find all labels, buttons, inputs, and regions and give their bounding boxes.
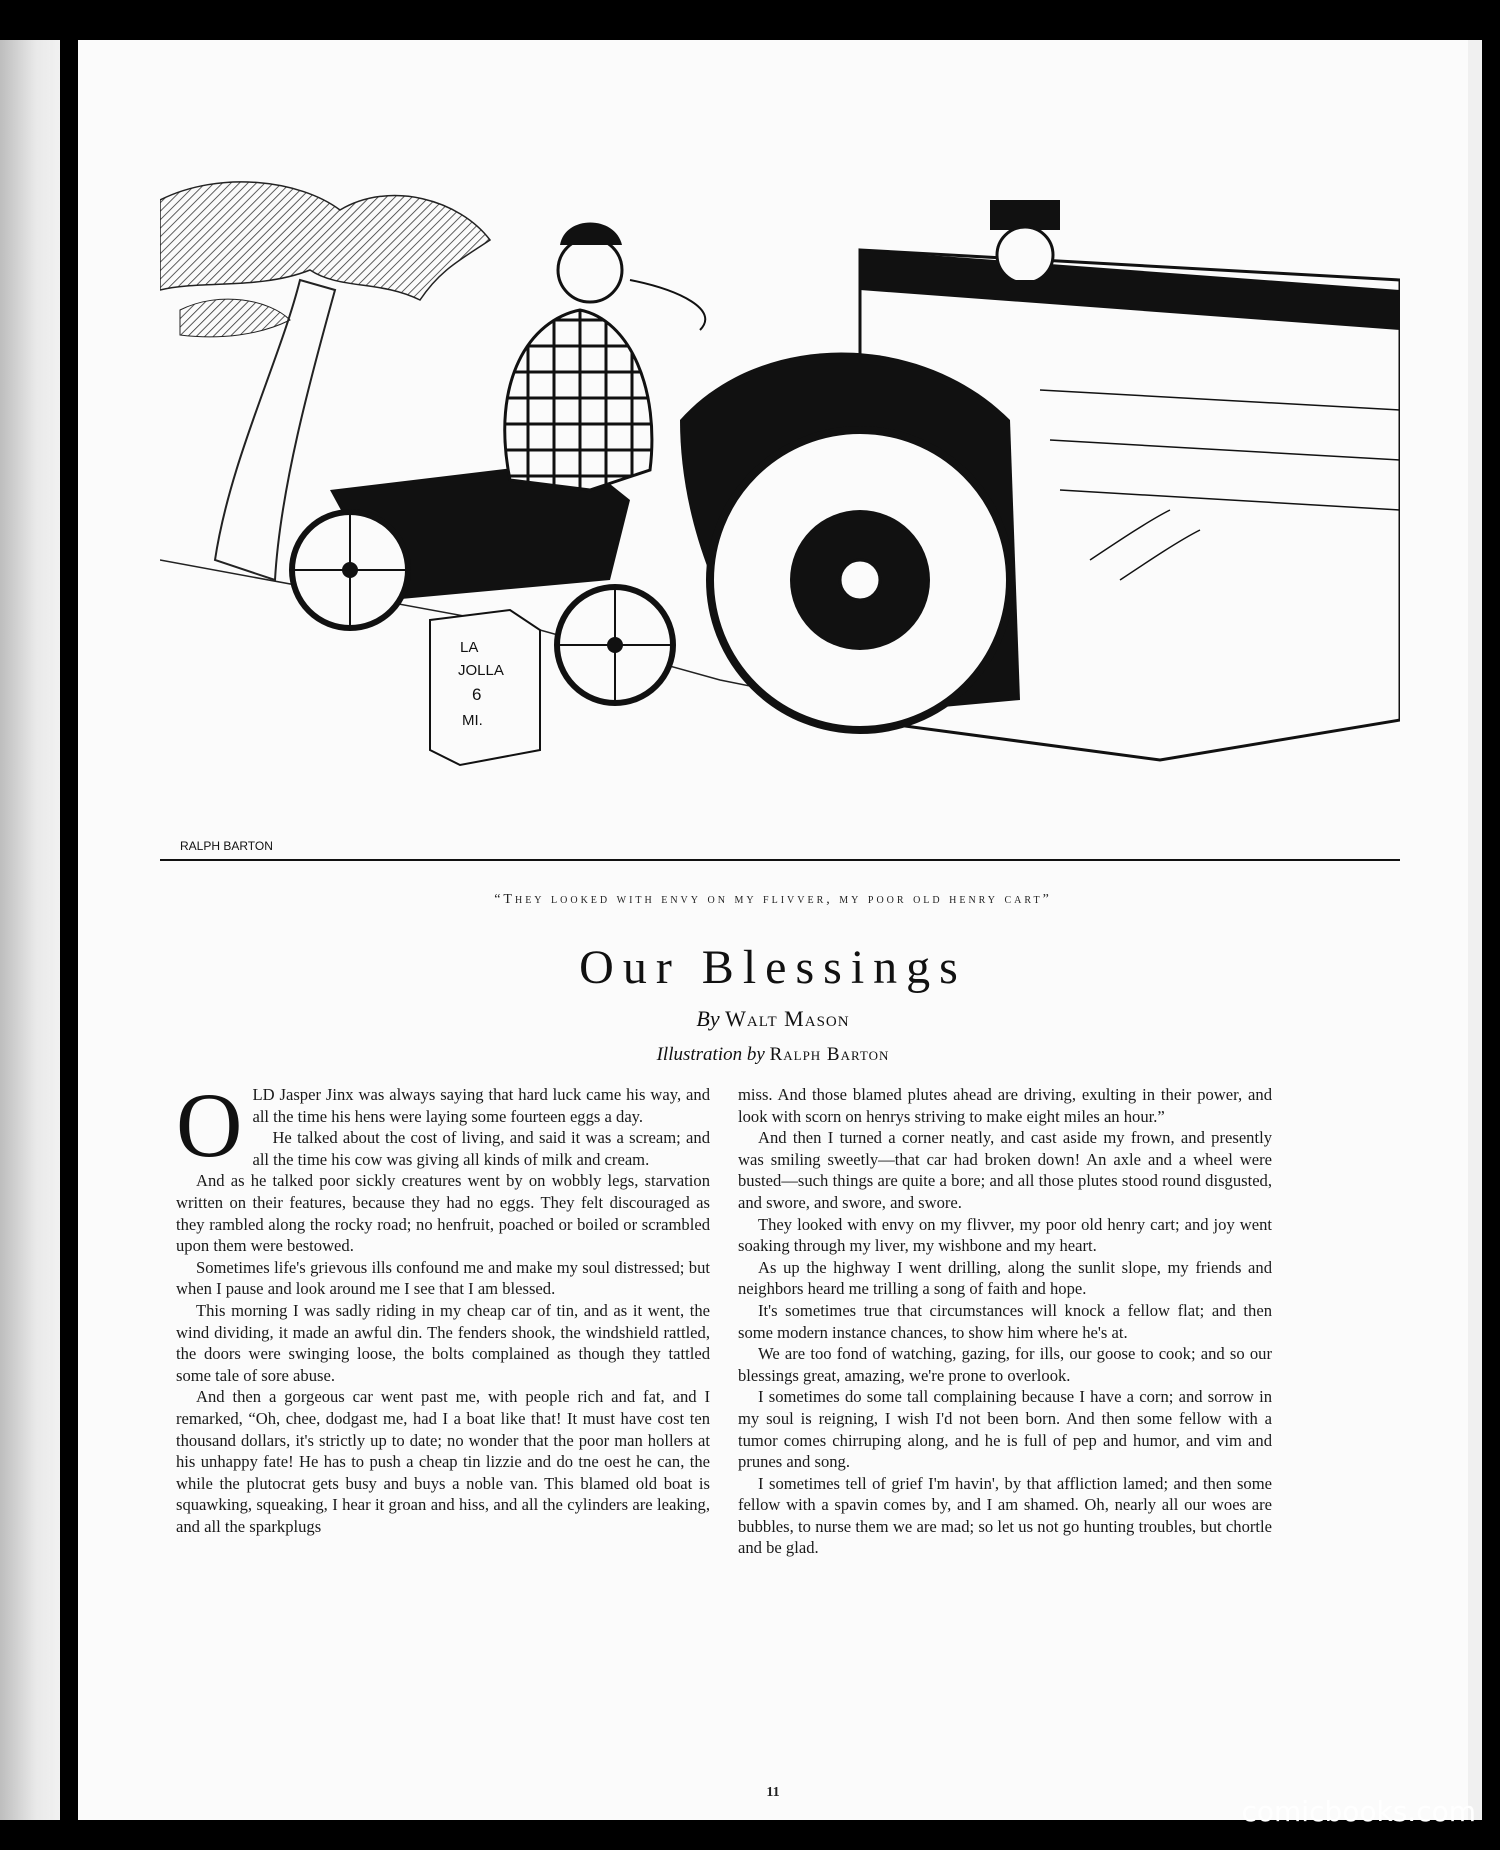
facing-page-edge — [0, 40, 60, 1820]
paragraph: This morning I was sadly riding in my cheap car of tin, and as it went, the wind dividing, it made an awful din. The fenders shook, the windshield rattled, the doors were swinging loose, the bolts complained as though they tattled some tale of sore abuse. — [176, 1300, 710, 1385]
sign-text-line4: MI. — [462, 712, 483, 729]
page-number: 11 — [766, 1785, 780, 1800]
sign-text-line2: JOLLA — [458, 662, 504, 679]
paragraph: It's sometimes true that circumstances will knock a fellow flat; and then some modern instance chances, to show him where he's at. — [738, 1300, 1272, 1342]
paragraph: And then a gorgeous car went past me, with people rich and fat, and I remarked, “Oh, chee, dodgast me, had I a boat like that! It must have cost ten thousand dollars, it's strictly up to date; no wonder that the poor man hollers at his unhappy fate! He has to push a cheap tin lizzie and do tne oest he can, the while the plutocrat gets busy and buys a noble van. This blamed old boat is squawking, squeaking, I hear it groan and hiss, and all the cylinders are leaking, and all the sparkplugs — [176, 1387, 710, 1536]
drop-cap: O — [176, 1074, 243, 1176]
paragraph: I sometimes do some tall complaining because I have a corn; and sorrow in my soul is reigning, I wish I'd not been born. And then some fellow with a tumor comes chirruping along, and he is full of pep and humor, and vim and prunes and song. — [738, 1387, 1272, 1472]
paragraph: And then I turned a corner neatly, and cast aside my frown, and presently was smiling sweetly—that car had broken down! An axle and a wheel were busted—such things are quite a bore; and all those plutes stood round disgusted, and swore, and swore, and swore. — [738, 1128, 1272, 1212]
artist-signature: RALPH BARTON — [180, 839, 273, 853]
byline-prefix: By — [696, 1006, 720, 1031]
page-edge-right — [1468, 40, 1482, 1820]
paragraph-text: LD Jasper Jinx was always saying that hard luck came his way, and all the time his hens were laying some fourteen eggs a day. — [252, 1085, 710, 1126]
paragraph: They looked with envy on my flivver, my poor old henry cart; and joy went soaking through my liver, my wishbone and my heart. — [738, 1214, 1272, 1256]
paragraph: He talked about the cost of living, and said it was a scream; and all the time his cow was giving all kinds of milk and cream. — [252, 1128, 710, 1169]
site-watermark: comicbooks.com — [1241, 1795, 1476, 1828]
magazine-page — [78, 40, 1468, 1820]
illustration-caption: “They looked with envy on my flivver, my poor old henry cart” — [494, 892, 1052, 907]
illustrator-name: Ralph Barton — [769, 1044, 890, 1065]
paragraph: And as he talked poor sickly creatures went by on wobbly legs, starvation written on their features, because they had no eggs. They felt discouraged as they rambled along the rocky road; no henfruit, poached or boiled or scrambled upon them were bestowed. — [176, 1171, 710, 1256]
byline — [78, 1006, 1468, 1032]
paragraph: I sometimes tell of grief I'm havin', by that affliction lamed; and then some fellow with a spavin comes by, and I am shamed. Oh, nearly all our woes are bubbles, to nurse them we are mad; so let us not go hunting troubles, but chortle and be glad. — [738, 1473, 1272, 1558]
sign-text-line3: 6 — [472, 685, 482, 704]
paragraph: We are too fond of watching, gazing, for ills, our goose to cook; and so our blessings great, amazing, we're prone to overlook. — [738, 1344, 1272, 1385]
car-cartoon-drawing — [160, 160, 1400, 880]
illustration-credit — [78, 1044, 1468, 1066]
article-title: Our Blessings — [579, 941, 967, 994]
paragraph: miss. And those blamed plutes ahead are driving, exulting in their power, and look with scorn on henrys striving to make eight miles an hour.” — [738, 1085, 1272, 1126]
paragraph: Sometimes life's grievous ills confound me and make my soul distressed; but when I pause and look around me I see that I am blessed. — [176, 1257, 710, 1299]
author-name: Walt Mason — [725, 1006, 850, 1031]
paragraph: As up the highway I went drilling, along the sunlit slope, my friends and neighbors heard me trilling a song of faith and hope. — [738, 1257, 1272, 1299]
right-column — [738, 1084, 1272, 1559]
left-column — [176, 1074, 710, 1537]
cartoon-illustration — [160, 160, 1400, 880]
credit-prefix: Illustration by — [656, 1044, 765, 1065]
page-gutter — [60, 40, 78, 1820]
sign-text-line1: LA — [460, 639, 479, 656]
